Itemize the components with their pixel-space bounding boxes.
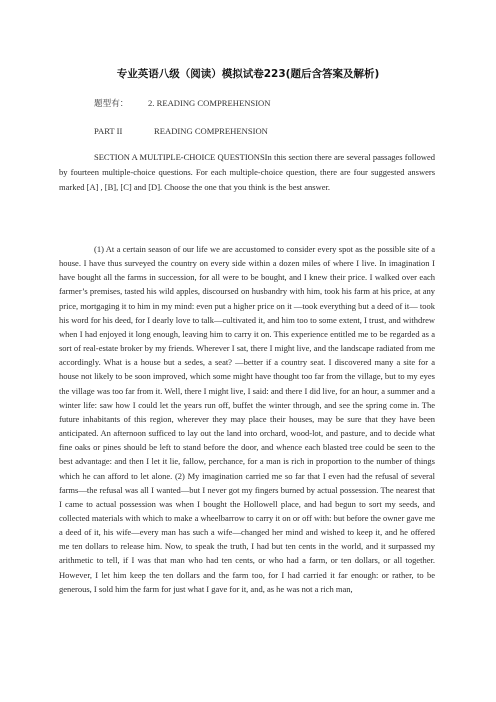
part-label: PART II bbox=[94, 126, 123, 136]
question-type-label: 题型有： bbox=[94, 98, 129, 108]
reading-passage: (1) At a certain season of our life we are accustomed to consider every spot as the possible site of a house. I have thus surveyed the country on every side within a dozen miles of where I live. In imagination I have bought all the farms in succession, for all were to be bought, and I knew their price. I walked over each farmer’s premises, tasted his wild apples, discoursed on husbandry with him, took his farm at his price, at any price, mortgaging it to him in my mind: even put a higher price on it —took everything but a deed of it— took his word for his deed, for I dearly love to talk—cultivated it, and him too to some extent, I trust, and withdrew when I had enjoyed it long enough, leaving him to carry it on. This experience entitled me to be regarded as a sort of real-estate broker by my friends. Wherever I sat, there I might live, and the landscape radiated from me accordingly. What is a house but a sedes, a seat? —better if a country seat. I discovered many a site for a house not likely to be soon improved, which some might have thought too far from the village, but to my eyes the village was too far from it. Well, there I might live, I said: and there I did live, for an hour, a summer and a winter life: saw how I could let the years run off, buffet the winter through, and see the spring come in. The future inhabitants of this region, wherever they may place their houses, may be sure that they have been anticipated. An afternoon sufficed to lay out the land into orchard, wood-lot, and pasture, and to decide what fine oaks or pines should be left to stand before the door, and whence each blasted tree could be seen to the best advantage: and then I let it lie, fallow, perchance, for a man is rich in proportion to the number of things which he can afford to let alone. (2) My imagination carried me so far that I even had the refusal of several farms—the refusal was all I wanted—but I never got my fingers burned by actual possession. The nearest that I came to actual possession was when I bought the Hollowell place, and had begun to sort my seeds, and collected materials with which to make a wheelbarrow to carry it on or off with: but before the owner gave me a deed of it, his wife—every man has such a wife—changed her mind and wished to keep it, and he offered me ten dollars to release him. Now, to speak the truth, I had but ten cents in the world, and it surpassed my arithmetic to tell, if I was that man who had ten cents, or who had a farm, or ten dollars, or all together. However, I let him keep the ten dollars and the farm too, for I had carried it far enough: or rather, to be generous, I sold him the farm for just what I gave for it, and, as he was not a rich man, bbox=[59, 244, 435, 594]
part-value: READING COMPREHENSION bbox=[154, 126, 268, 136]
document-title: 专业英语八级（阅读）模拟试卷223(题后含答案及解析) bbox=[116, 68, 380, 80]
question-type-value: 2. READING COMPREHENSION bbox=[148, 98, 271, 108]
section-instructions: SECTION A MULTIPLE-CHOICE QUESTIONSIn this section there are several passages followed by fourteen multiple-choice questions. For each multiple-choice question, there are four suggested answers marked [A] , [B], [C] and [D]. Choose the one that you think is the best answer. bbox=[59, 152, 435, 192]
part-line bbox=[94, 126, 268, 136]
question-type-line bbox=[94, 97, 270, 109]
